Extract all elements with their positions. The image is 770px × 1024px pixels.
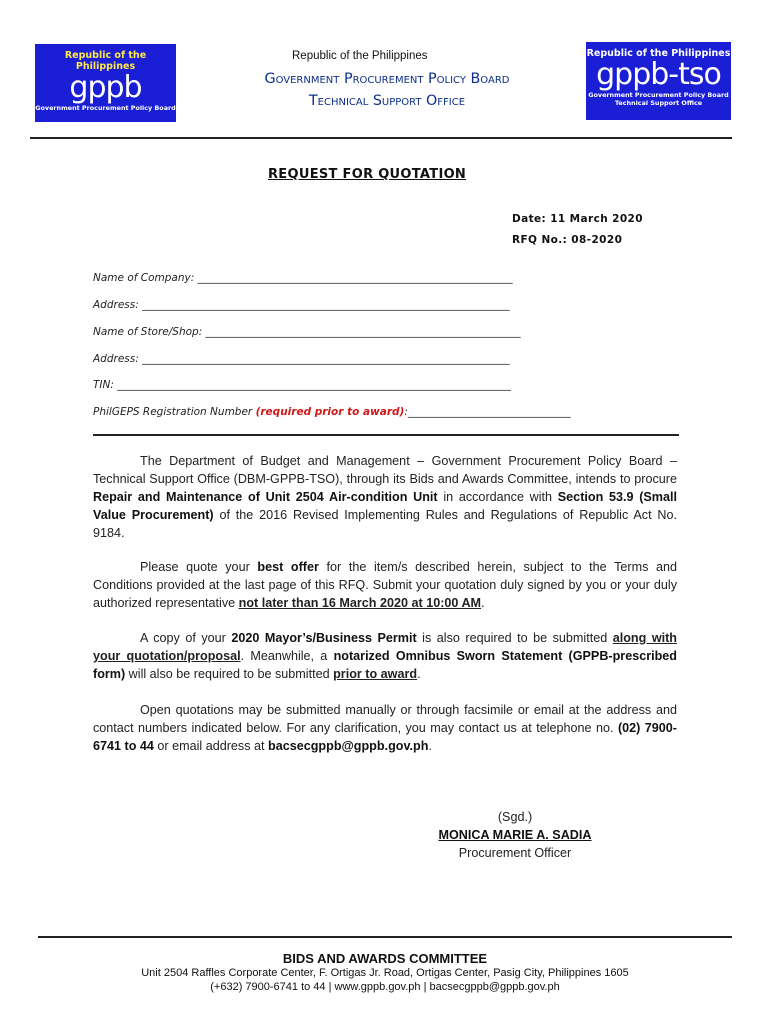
- p3-permit: 2020 Mayor’s/Business Permit: [231, 631, 417, 645]
- p4-text-e: .: [428, 739, 432, 753]
- p1-text-c: in accordance with: [437, 490, 558, 504]
- p2-best-offer: best offer: [257, 560, 319, 574]
- field-address-1[interactable]: Address: ______________________________________________________________________: [93, 299, 510, 311]
- p2-text-e: .: [481, 596, 485, 610]
- logo-right-caption: Government Procurement Policy Board Technical Support Office: [588, 91, 729, 107]
- paragraph-intro: [93, 452, 677, 542]
- footer-divider: [38, 936, 732, 938]
- document-title: REQUEST FOR QUOTATION: [268, 167, 467, 182]
- p1-text-e: of the 2016 Revised Implementing Rules and Regulations of Republic Act No. 9184.: [93, 508, 677, 540]
- p2-text-c: for the item/s described herein, subject to the Terms and Conditions provided at the last page of this RFQ. Submit your quotation duly signed by you or your duly authorized representative: [93, 560, 677, 610]
- logo-left-republic: Republic of the Philippines: [64, 50, 147, 72]
- signatory-title: Procurement Officer: [458, 846, 572, 860]
- p3-text-c: is also required to be submitted: [416, 631, 613, 645]
- rfq-date: Date: 11 March 2020: [512, 213, 643, 225]
- p2-text-a: Please quote your: [140, 560, 258, 574]
- field-philgeps[interactable]: [93, 406, 571, 418]
- p3-omnibus: notarized Omnibus Sworn Statement (GPPB-prescribed form): [93, 649, 678, 681]
- p3-text-e: . Meanwhile, a: [240, 649, 334, 663]
- header-divider: [30, 137, 732, 139]
- rfq-number: RFQ No.: 08-2020: [512, 234, 623, 246]
- header-republic: Republic of the Philippines: [292, 50, 428, 62]
- footer-title: BIDS AND AWARDS COMMITTEE: [282, 951, 488, 966]
- logo-right-republic: Republic of the Philippines: [586, 48, 731, 59]
- footer-contact: (+632) 7900-6741 to 44 | www.gppb.gov.ph | bacsecgppb@gppb.gov.ph: [210, 981, 560, 993]
- gppb-tso-logo: [586, 42, 731, 120]
- p4-text-c: or email address at: [153, 739, 269, 753]
- philgeps-label: PhilGEPS Registration Number: [93, 406, 256, 418]
- p3-text-g: will also be required to be submitted: [125, 667, 334, 681]
- p3-along-with: along with your quotation/proposal: [93, 631, 678, 663]
- field-address-2[interactable]: Address: ______________________________________________________________________: [93, 353, 510, 365]
- signature-sgd: (Sgd.): [497, 810, 533, 824]
- header-org-line2: Technical Support Office: [308, 93, 466, 109]
- p1-text-a: The Department of Budget and Management – Government Procurement Policy Board – Technical Support Office (DBM-GPPB-TSO), through its Bids and Awards Committee, intends to procure: [93, 454, 677, 486]
- logo-left-caption: Government Procurement Policy Board: [35, 104, 176, 112]
- field-tin[interactable]: TIN: ___________________________________________________________________________: [93, 379, 511, 391]
- field-store[interactable]: Name of Store/Shop: ____________________________________________________________: [93, 326, 521, 338]
- paragraph-submission: [93, 701, 677, 755]
- p4-phone: (02) 7900-6741 to 44: [93, 721, 678, 753]
- philgeps-blank: :_______________________________: [404, 406, 571, 418]
- paragraph-permit: [93, 629, 677, 683]
- paragraph-offer: [93, 558, 677, 612]
- gppb-logo: [35, 44, 176, 122]
- logo-right-mark: gppb-tso: [596, 57, 721, 92]
- p4-text-a: Open quotations may be submitted manually or through facsimile or email at the address and contact numbers indicated below. For any clarification, you may contact us at telephone no.: [93, 703, 677, 735]
- p4-email[interactable]: bacsecgppb@gppb.gov.ph: [268, 739, 429, 753]
- signatory-name: MONICA MARIE A. SADIA: [438, 828, 592, 842]
- p1-section: Section 53.9 (Small Value Procurement): [93, 490, 677, 522]
- header-org-line1: Government Procurement Policy Board: [264, 71, 510, 87]
- logo-left-mark: gppb: [69, 70, 142, 105]
- p1-project-name: Repair and Maintenance of Unit 2504 Air-condition Unit: [93, 490, 438, 504]
- philgeps-required-note: (required prior to award): [255, 406, 405, 418]
- signature-block: [430, 808, 600, 862]
- field-company[interactable]: Name of Company: ____________________________________________________________: [93, 272, 513, 284]
- p3-text-a: A copy of your: [140, 631, 232, 645]
- fields-divider: [93, 434, 679, 436]
- p2-deadline: not later than 16 March 2020 at 10:00 AM: [238, 596, 482, 610]
- p3-text-i: .: [417, 667, 421, 681]
- p3-prior-to-award: prior to award: [333, 667, 418, 681]
- header-org: [197, 68, 577, 112]
- footer-address: Unit 2504 Raffles Corporate Center, F. Ortigas Jr. Road, Ortigas Center, Pasig City, Philippines 1605: [141, 967, 629, 979]
